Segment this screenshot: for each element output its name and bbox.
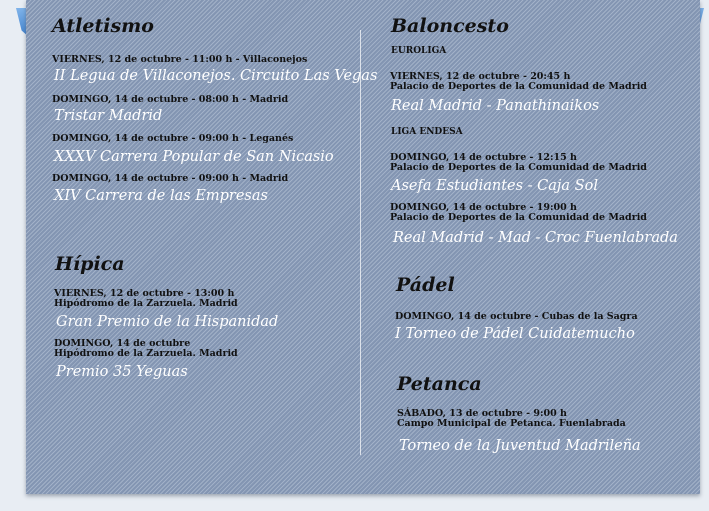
hipica-meta-1-date: VIERNES, 12 de octubre - 13:00 h <box>54 288 235 299</box>
baloncesto-event-3: Real Madrid - Mad - Croc Fuenlabrada <box>393 230 678 246</box>
baloncesto-meta-1-venue: Palacio de Deportes de la Comunidad de Madrid <box>390 81 647 92</box>
hipica-meta-1-venue: Hipódromo de la Zarzuela. Madrid <box>54 298 238 309</box>
baloncesto-meta-1-date: VIERNES, 12 de octubre - 20:45 h <box>390 71 571 82</box>
padel-meta-1: DOMINGO, 14 de octubre - Cubas de la Sagra <box>395 311 638 322</box>
hipica-meta-1 <box>54 289 238 309</box>
baloncesto-event-2: Asefa Estudiantes - Caja Sol <box>391 178 598 194</box>
section-title-petanca: Petanca <box>397 373 482 395</box>
baloncesto-meta-2 <box>390 153 647 173</box>
hipica-meta-2-date: DOMINGO, 14 de octubre <box>54 338 191 349</box>
petanca-meta-1 <box>397 409 626 429</box>
column-divider <box>360 30 361 455</box>
atletismo-meta-3: DOMINGO, 14 de octubre - 09:00 h - Leganés <box>52 133 294 144</box>
atletismo-meta-1: VIERNES, 12 de octubre - 11:00 h - Villaconejos <box>52 54 308 65</box>
petanca-meta-1-date: SÁBADO, 13 de octubre - 9:00 h <box>397 408 567 419</box>
section-title-atletismo: Atletismo <box>52 15 154 37</box>
baloncesto-meta-2-venue: Palacio de Deportes de la Comunidad de Madrid <box>390 162 647 173</box>
hipica-event-2: Premio 35 Yeguas <box>56 364 188 380</box>
hipica-event-1: Gran Premio de la Hispanidad <box>56 314 279 330</box>
atletismo-event-1: II Legua de Villaconejos. Circuito Las Vegas <box>54 68 378 84</box>
atletismo-event-3: XXXV Carrera Popular de San Nicasio <box>54 149 334 165</box>
atletismo-meta-4: DOMINGO, 14 de octubre - 09:00 h - Madrid <box>52 173 289 184</box>
baloncesto-meta-1 <box>390 72 647 92</box>
baloncesto-event-1: Real Madrid - Panathinaikos <box>391 98 600 114</box>
subheading-liga-endesa: LIGA ENDESA <box>391 127 463 137</box>
padel-event-1: I Torneo de Pádel Cuidatemucho <box>395 326 635 342</box>
section-title-baloncesto: Baloncesto <box>391 15 509 37</box>
atletismo-meta-2: DOMINGO, 14 de octubre - 08:00 h - Madrid <box>52 94 289 105</box>
hipica-meta-2-venue: Hipódromo de la Zarzuela. Madrid <box>54 348 238 359</box>
section-title-padel: Pádel <box>396 274 455 296</box>
subheading-euroliga: EUROLIGA <box>391 46 447 56</box>
atletismo-event-2: Tristar Madrid <box>54 108 163 124</box>
petanca-meta-1-venue: Campo Municipal de Petanca. Fuenlabrada <box>397 418 626 429</box>
hipica-meta-2 <box>54 339 238 359</box>
petanca-event-1: Torneo de la Juventud Madrileña <box>399 438 641 454</box>
atletismo-event-4: XIV Carrera de las Empresas <box>54 188 268 204</box>
baloncesto-meta-2-date: DOMINGO, 14 de octubre - 12:15 h <box>390 152 577 163</box>
baloncesto-meta-3 <box>390 203 647 223</box>
baloncesto-meta-3-venue: Palacio de Deportes de la Comunidad de Madrid <box>390 212 647 223</box>
baloncesto-meta-3-date: DOMINGO, 14 de octubre - 19:00 h <box>390 202 577 213</box>
section-title-hipica: Hípica <box>55 253 125 275</box>
